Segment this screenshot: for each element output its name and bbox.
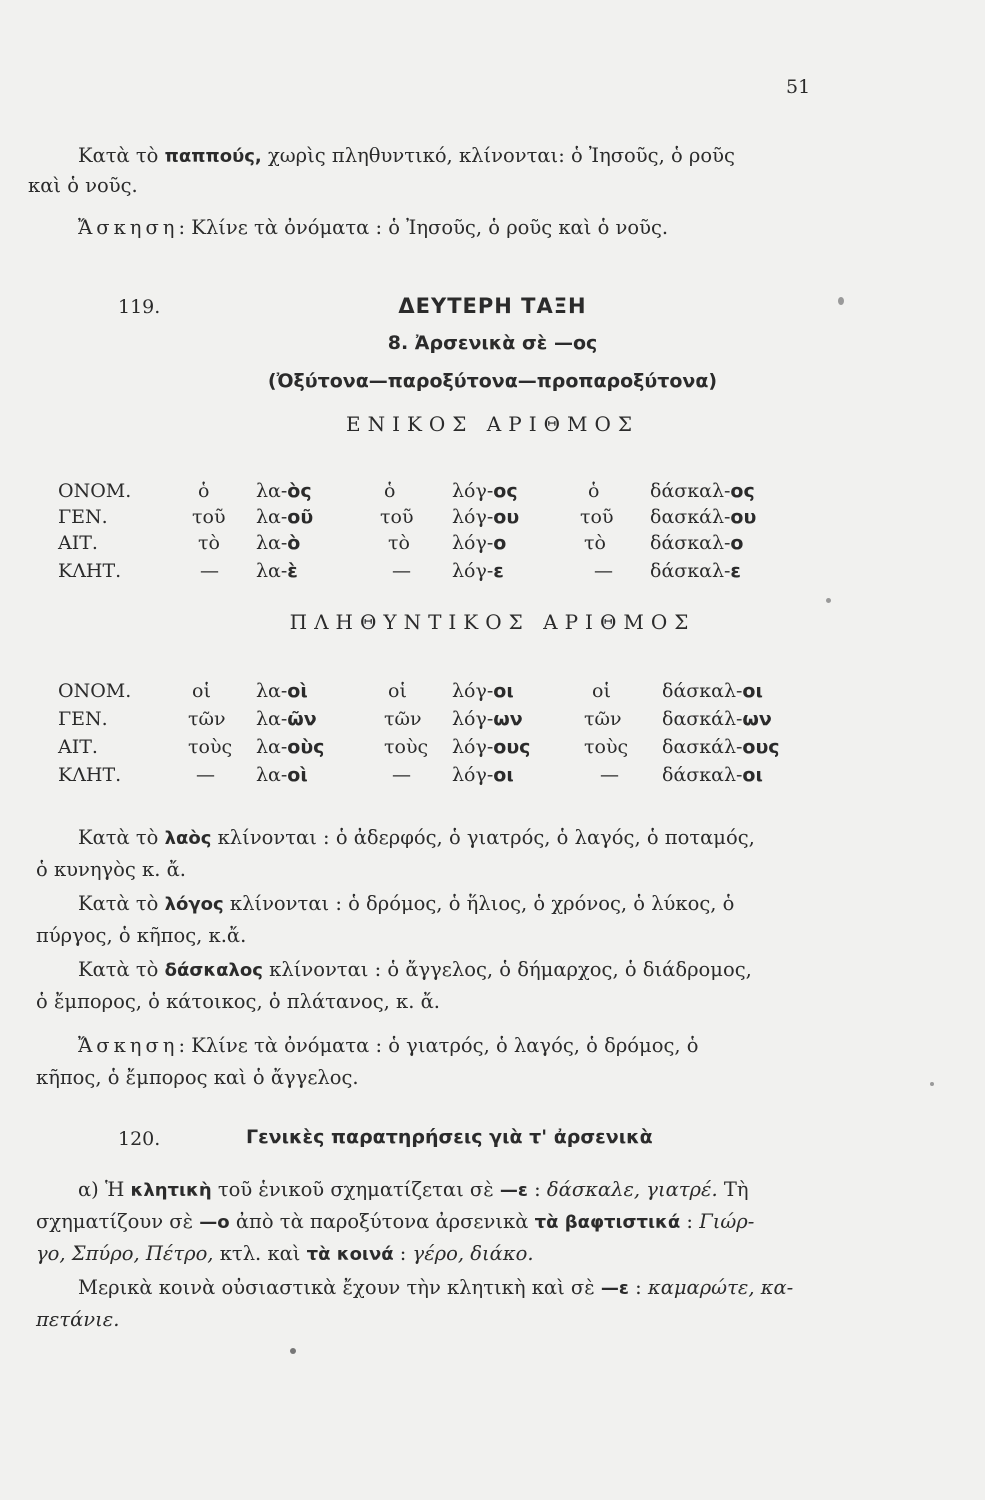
exercise-label: Ἄσκηση (78, 216, 179, 239)
italic-term: δάσκαλε, γιατρέ. (546, 1178, 718, 1201)
remark-text: Τὴ (717, 1178, 749, 1201)
singular-row (0, 480, 985, 506)
example-text: Κατὰ τὸ (78, 826, 165, 849)
ending: ὸς (287, 480, 312, 502)
stem: λα- (256, 480, 288, 502)
exercise-2-cont: κῆπος, ὁ ἔμπορος καὶ ὁ ἄγγελος. (36, 1066, 359, 1089)
ending: ὲ (287, 560, 298, 582)
article: οἱ (388, 680, 407, 702)
article: τοῦ (580, 506, 614, 528)
bold-term: τὰ βαφτιστικά (534, 1212, 681, 1233)
example-text: κλίνονται : ὁ ἄγγελος, ὁ δήμαρχος, ὁ διάδρομος, (262, 958, 752, 981)
bold-term: τὰ κοινά (306, 1244, 394, 1265)
bold-term: —ε (499, 1180, 528, 1201)
remark-line-2 (36, 1208, 754, 1236)
stem: λόγ- (452, 680, 494, 702)
stem: λα- (256, 736, 288, 758)
stem: λα- (256, 532, 288, 554)
intro-text: χωρὶς πληθυντικό, κλίνονται: ὁ Ἰησοῦς, ὁ ροῦς (261, 144, 735, 167)
noun-form (662, 708, 772, 730)
article: τῶν (584, 708, 622, 730)
ending: ῶν (287, 708, 317, 730)
article: — (200, 560, 219, 582)
ending: οὶ (287, 764, 308, 786)
stem: λα- (256, 680, 288, 702)
intro-text: Κατὰ τὸ (78, 144, 165, 167)
noun-form (256, 764, 308, 786)
italic-term: γέρο, διάκο. (412, 1242, 534, 1265)
plural-row (0, 764, 985, 790)
section-title: ΔΕΥΤΕΡΗ ΤΑΞΗ (398, 294, 587, 318)
noun-form (662, 736, 780, 758)
intro-line-1 (78, 142, 735, 170)
example-text: Κατὰ τὸ (78, 958, 165, 981)
article: τὸ (388, 532, 410, 554)
noun-form (662, 764, 763, 786)
remark-line-4 (78, 1274, 793, 1302)
article: — (196, 764, 215, 786)
plural-row (0, 708, 985, 734)
noun-form (452, 736, 530, 758)
article: — (594, 560, 613, 582)
stem: δάσκαλ- (650, 532, 731, 554)
italic-term: Γιώρ- (699, 1210, 755, 1233)
ending: οι (493, 764, 514, 786)
italic-term: καμαρώτε, κα- (647, 1276, 794, 1299)
noun-form (256, 480, 312, 502)
noun-form (662, 680, 763, 702)
exercise-1 (78, 214, 668, 241)
article: ὁ (384, 480, 396, 502)
section-120-title: Γενικὲς παρατηρήσεις γιὰ τ' ἀρσενικὰ (246, 1126, 653, 1148)
ending: ε (493, 560, 504, 582)
scan-speck (838, 297, 844, 305)
bold-term: λαὸς (164, 828, 212, 849)
ending: οῦ (287, 506, 314, 528)
singular-row (0, 532, 985, 558)
ending: ο (730, 532, 744, 554)
example-logos-cont: πύργος, ὁ κῆπος, κ.ἄ. (36, 924, 247, 947)
stem: λόγ- (452, 506, 494, 528)
case-label: ΚΛΗΤ. (58, 764, 122, 786)
noun-form (452, 532, 506, 554)
noun-form (452, 680, 514, 702)
remark-text: τοῦ ἑνικοῦ σχηματίζεται σὲ (211, 1178, 500, 1201)
singular-heading: ΕΝΙΚΟΣ ΑΡΙΘΜΟΣ (345, 412, 640, 436)
remark-text: α) Ἡ (78, 1178, 131, 1201)
noun-form (256, 560, 298, 582)
remark-text: κτλ. καὶ (213, 1242, 307, 1265)
case-label: ΑΙΤ. (58, 532, 98, 554)
case-label: ΟΝΟΜ. (58, 480, 132, 502)
ending: ος (730, 480, 755, 502)
ending: ο (493, 532, 507, 554)
ending: ος (493, 480, 518, 502)
article: τὸ (584, 532, 606, 554)
stem: λόγ- (452, 736, 494, 758)
article: τοὺς (384, 736, 429, 758)
stem: δάσκαλ- (650, 480, 731, 502)
stem: δάσκαλ- (662, 764, 743, 786)
article: — (392, 560, 411, 582)
article: τοὺς (584, 736, 629, 758)
bold-term: —ε (600, 1278, 629, 1299)
ending: ων (493, 708, 523, 730)
remark-text: ἀπὸ τὰ παροξύτονα ἀρσενικὰ (229, 1210, 535, 1233)
stem: λόγ- (452, 764, 494, 786)
ending: ου (493, 506, 520, 528)
example-text: κλίνονται : ὁ δρόμος, ὁ ἥλιος, ὁ χρόνος, ὁ λύκος, ὁ (223, 892, 735, 915)
plural-heading: ΠΛΗΘΥΝΤΙΚΟΣ ΑΡΙΘΜΟΣ (289, 610, 696, 634)
ending: ὸ (287, 532, 301, 554)
section-number-119: 119. (118, 296, 161, 318)
noun-form (650, 532, 743, 554)
exercise-text: : Κλίνε τὰ ὀνόματα : ὁ γιατρός, ὁ λαγός, ὁ δρόμος, ὁ (178, 1034, 699, 1057)
bold-term: —ο (199, 1212, 230, 1233)
stem: λα- (256, 764, 288, 786)
stem: δασκάλ- (650, 506, 731, 528)
stem: δάσκαλ- (662, 680, 743, 702)
stem: δάσκαλ- (650, 560, 731, 582)
example-laos (78, 824, 755, 852)
case-label: ΟΝΟΜ. (58, 680, 132, 702)
example-laos-cont: ὁ κυνηγὸς κ. ἄ. (36, 858, 186, 881)
section-subtitle: 8. Ἀρσενικὰ σὲ —ος (387, 332, 598, 354)
scan-speck (930, 1082, 934, 1086)
article: τῶν (188, 708, 226, 730)
noun-form (452, 708, 523, 730)
italic-term: γο, Σπύρο, Πέτρο, (36, 1242, 214, 1265)
stem: λόγ- (452, 560, 494, 582)
case-label: ΓΕΝ. (58, 506, 108, 528)
remark-line-1 (78, 1176, 749, 1204)
stem: λόγ- (452, 708, 494, 730)
example-daskalos (78, 956, 752, 984)
ending: ων (742, 708, 772, 730)
example-text: κλίνονται : ὁ ἀδερφός, ὁ γιατρός, ὁ λαγός, ὁ ποταμός, (211, 826, 755, 849)
noun-form (650, 506, 756, 528)
article: — (600, 764, 619, 786)
example-logos (78, 890, 734, 918)
singular-row (0, 560, 985, 586)
remark-line-5: πετάνιε. (36, 1308, 120, 1331)
ending: ε (730, 560, 741, 582)
noun-form (650, 560, 741, 582)
stem: λα- (256, 506, 288, 528)
noun-form (452, 764, 514, 786)
stem: λόγ- (452, 532, 494, 554)
ending: ου (730, 506, 757, 528)
stem: λα- (256, 708, 288, 730)
example-text: Κατὰ τὸ (78, 892, 165, 915)
noun-form (452, 560, 504, 582)
intro-line-2: καὶ ὁ νοῦς. (28, 174, 138, 197)
article: τοῦ (380, 506, 414, 528)
remark-line-3 (36, 1240, 534, 1268)
ending: οι (493, 680, 514, 702)
stem: λόγ- (452, 480, 494, 502)
exercise-label: Ἄσκηση (78, 1034, 179, 1057)
noun-form (256, 680, 308, 702)
article: — (392, 764, 411, 786)
ending: οὶ (287, 680, 308, 702)
exercise-text: : Κλίνε τὰ ὀνόματα : ὁ Ἰησοῦς, ὁ ροῦς καὶ ὁ νοῦς. (178, 216, 669, 239)
stem: δασκάλ- (662, 736, 743, 758)
scan-speck (290, 1348, 296, 1354)
ending: ους (742, 736, 780, 758)
remark-text: σχηματίζουν σὲ (36, 1210, 200, 1233)
article: τῶν (384, 708, 422, 730)
ending: οι (742, 764, 763, 786)
remark-text: : (527, 1178, 547, 1201)
ending: οι (742, 680, 763, 702)
article: τοὺς (188, 736, 233, 758)
section-subtitle-2: (Ὀξύτονα—παροξύτονα—προπαροξύτονα) (267, 370, 718, 392)
case-label: ΓΕΝ. (58, 708, 108, 730)
noun-form (256, 708, 317, 730)
ending: ους (493, 736, 531, 758)
noun-form (452, 480, 518, 502)
article: οἱ (592, 680, 611, 702)
article: οἱ (192, 680, 211, 702)
noun-form (650, 480, 755, 502)
noun-form (256, 506, 313, 528)
article: ὁ (198, 480, 210, 502)
article: ὁ (588, 480, 600, 502)
plural-row (0, 736, 985, 762)
singular-row (0, 506, 985, 532)
remark-text: Μερικὰ κοινὰ οὐσιαστικὰ ἔχουν τὴν κλητικὴ καὶ σὲ (78, 1276, 601, 1299)
remark-text: : (393, 1242, 413, 1265)
exercise-2 (78, 1032, 699, 1059)
bold-term: δάσκαλος (164, 960, 263, 981)
scan-speck (826, 598, 831, 603)
article: τοῦ (192, 506, 226, 528)
case-label: ΑΙΤ. (58, 736, 98, 758)
noun-form (256, 736, 324, 758)
example-daskalos-cont: ὁ ἔμπορος, ὁ κάτοικος, ὁ πλάτανος, κ. ἄ. (36, 990, 440, 1013)
article: τὸ (198, 532, 220, 554)
stem: δασκάλ- (662, 708, 743, 730)
noun-form (452, 506, 519, 528)
bold-term: λόγος (164, 894, 224, 915)
bold-term: κλητικὴ (130, 1180, 212, 1201)
section-number-120: 120. (118, 1128, 161, 1150)
noun-form (256, 532, 300, 554)
bold-term: παππούς, (164, 146, 262, 167)
remark-text: : (628, 1276, 648, 1299)
case-label: ΚΛΗΤ. (58, 560, 122, 582)
stem: λα- (256, 560, 288, 582)
remark-text: : (680, 1210, 700, 1233)
ending: οὺς (287, 736, 325, 758)
page-number: 51 (786, 76, 811, 98)
plural-row (0, 680, 985, 706)
